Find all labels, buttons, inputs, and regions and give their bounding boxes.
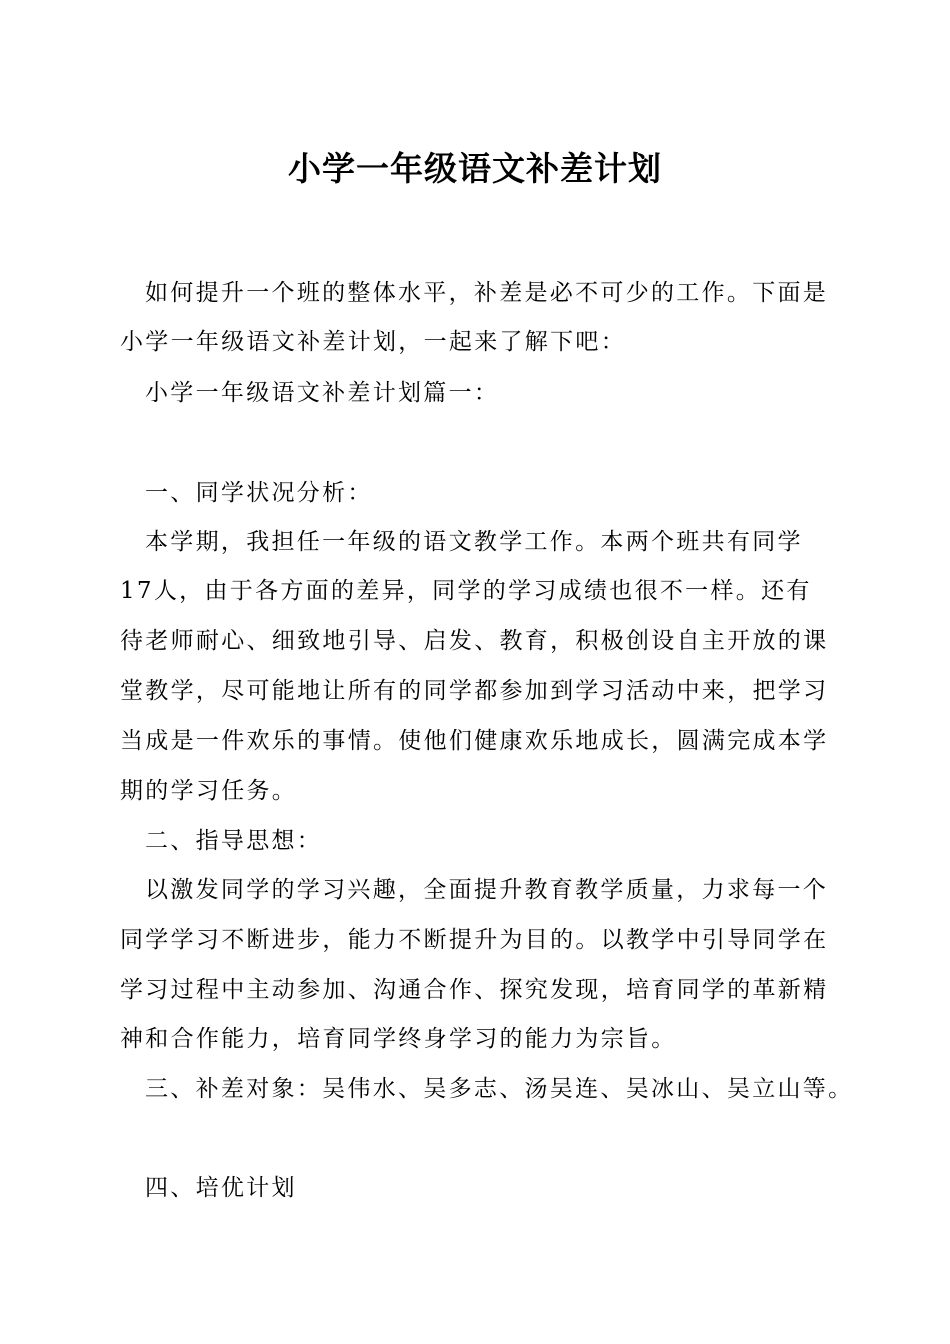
heading-improvement-plan: 四、培优计划 <box>145 1175 297 1201</box>
paragraph-analysis-line-2: 17人，由于各方面的差异，同学的学习成绩也很不一样。还有 <box>120 578 812 604</box>
paragraph-guiding-line-2: 同学学习不断进步，能力不断提升为目的。以教学中引导同学在 <box>120 927 829 953</box>
heading-student-analysis: 一、同学状况分析： <box>145 480 373 506</box>
paragraph-analysis-line-1: 本学期，我担任一年级的语文教学工作。本两个班共有同学 <box>145 529 803 555</box>
paragraph-intro-line-2: 小学一年级语文补差计划，一起来了解下吧： <box>120 329 626 355</box>
paragraph-guiding-line-1: 以激发同学的学习兴趣，全面提升教育教学质量，力求每一个 <box>145 877 829 903</box>
section-heading-part-one: 小学一年级语文补差计划篇一： <box>145 380 500 406</box>
document-title: 小学一年级语文补差计划 <box>288 149 662 188</box>
paragraph-analysis-line-6: 期的学习任务。 <box>120 778 298 804</box>
heading-guiding-thought: 二、指导思想： <box>145 828 323 854</box>
paragraph-analysis-line-4: 堂教学，尽可能地让所有的同学都参加到学习活动中来，把学习 <box>120 678 829 704</box>
paragraph-intro-line-1: 如何提升一个班的整体水平，补差是必不可少的工作。下面是 <box>145 280 829 306</box>
paragraph-guiding-line-4: 神和合作能力，培育同学终身学习的能力为宗旨。 <box>120 1026 677 1052</box>
heading-target-students: 三、补差对象：吴伟水、吴多志、汤吴连、吴冰山、吴立山等。 <box>145 1076 854 1102</box>
paragraph-guiding-line-3: 学习过程中主动参加、沟通合作、探究发现，培育同学的革新精 <box>120 977 829 1003</box>
paragraph-analysis-line-3: 待老师耐心、细致地引导、启发、教育，积极创设自主开放的课 <box>120 628 829 654</box>
paragraph-analysis-line-5: 当成是一件欢乐的事情。使他们健康欢乐地成长，圆满完成本学 <box>120 728 829 754</box>
